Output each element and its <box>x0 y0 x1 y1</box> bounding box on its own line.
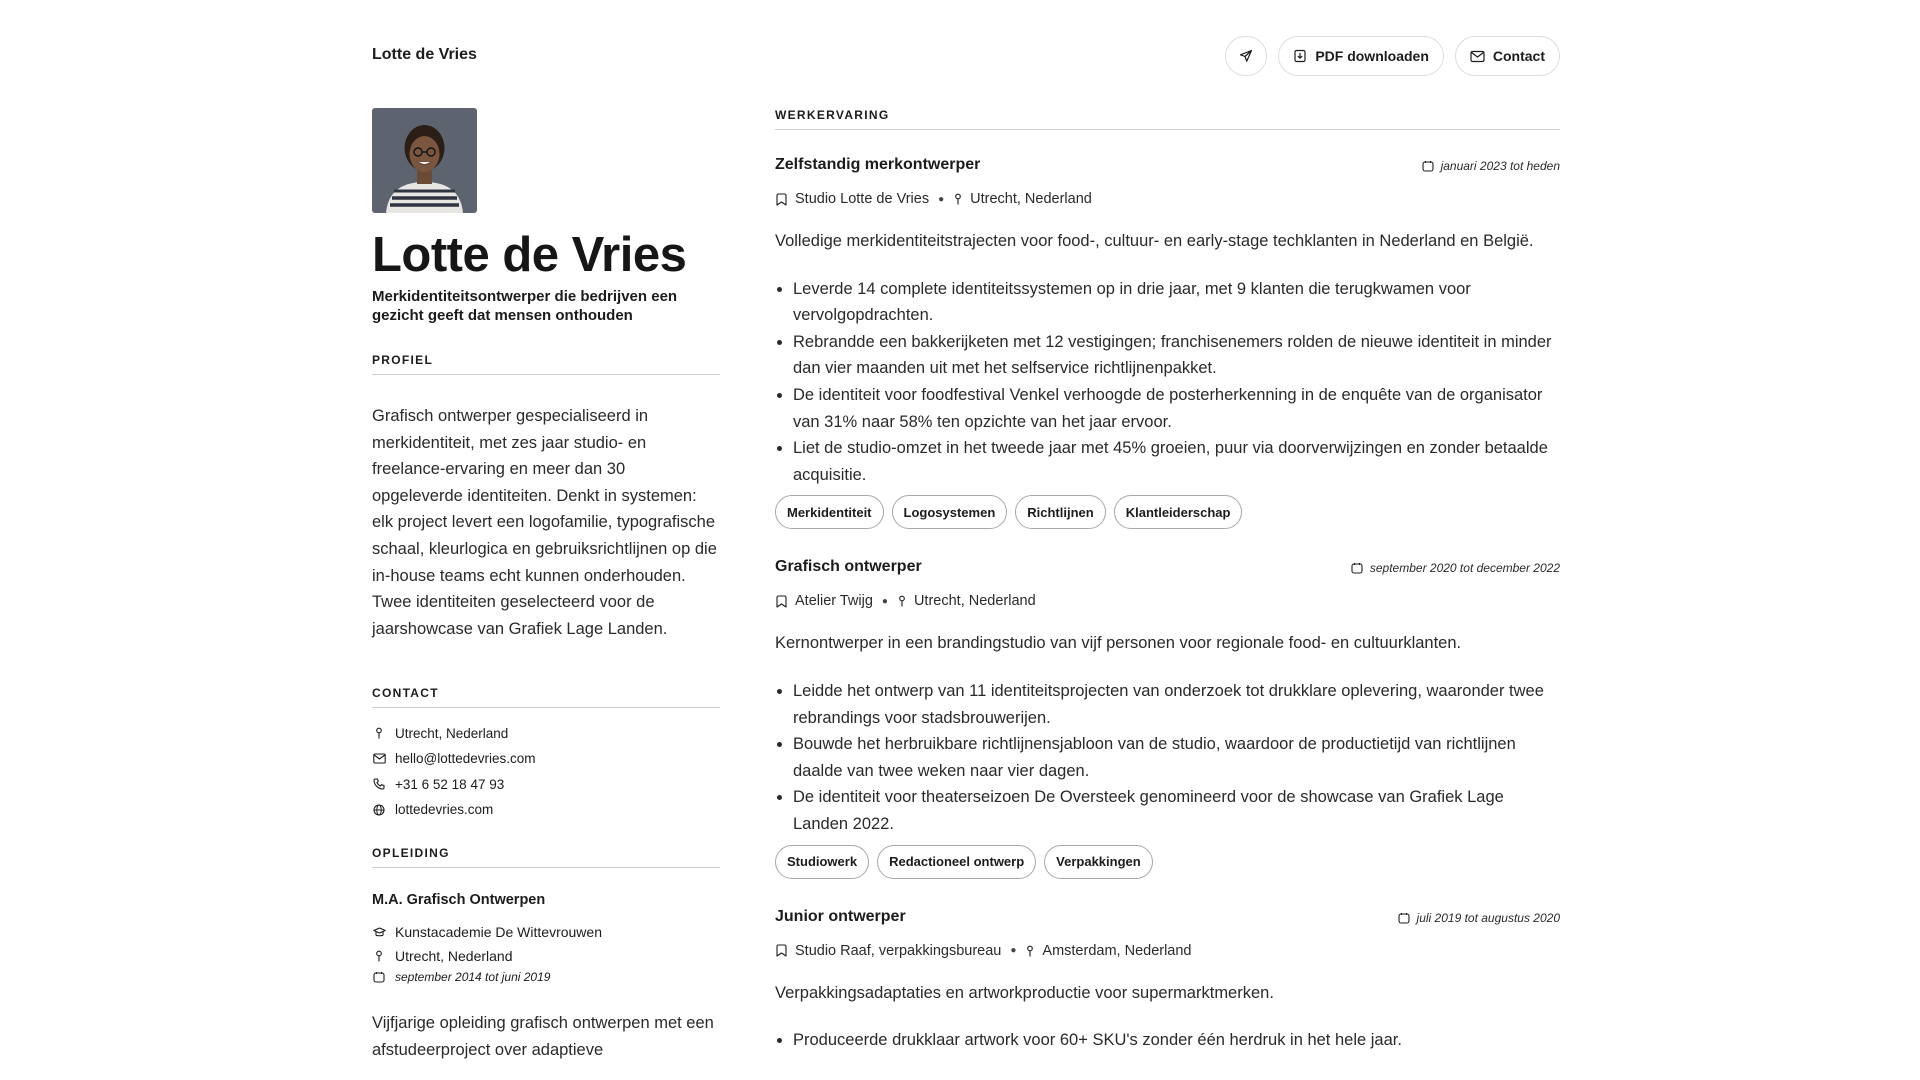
pdf-download-button[interactable] <box>1278 36 1444 76</box>
job-dates-text: september 2020 tot december 2022 <box>1369 561 1560 576</box>
send-icon <box>1239 49 1253 63</box>
skill-tag: Redactioneel ontwerp <box>877 845 1036 879</box>
contact-location-text: Utrecht, Nederland <box>395 725 509 741</box>
contact-list <box>372 720 720 822</box>
job-company: Studio Lotte de Vries <box>795 191 930 207</box>
job-summary: Verpakkingsadaptaties en artworkproductie voor supermarktmerken. <box>775 983 1274 1002</box>
separator-dot: ● <box>881 595 888 607</box>
profile-name: Lotte de Vries <box>372 228 687 282</box>
job-company: Atelier Twijg <box>795 593 873 610</box>
achievement-item: • Rebrandde een bakkerijketen met 12 vestigingen; franchisenemers rolden de nieuwe identiteit in minder dan vier maanden uit met het selfservice richtlijnenpakket. <box>793 329 1560 382</box>
contact-phone[interactable] <box>372 771 720 797</box>
brand-name[interactable]: Lotte de Vries <box>372 46 477 63</box>
mail-icon <box>1470 50 1485 63</box>
job-achievements <box>775 276 1560 489</box>
job-dates <box>1422 159 1560 173</box>
phone-icon <box>372 778 386 790</box>
contact-website-text[interactable]: lottedevries.com <box>395 802 494 818</box>
graduation-cap-icon <box>372 927 386 938</box>
job-location: Utrecht, Nederland <box>913 593 1036 610</box>
skill-tag: Logosystemen <box>892 495 1008 529</box>
achievement-item: • De identiteit voor theaterseizoen De Oversteek genomineerd voor de showcase van Grafiek Lage Landen 2022. <box>793 784 1560 837</box>
job-dates-text: juli 2019 tot augustus 2020 <box>1416 910 1560 925</box>
education-location <box>372 944 720 968</box>
achievement-item: • Leverde 14 complete identiteitssystemen op in drie jaar, met 9 klanten die terugkwamen voor vervolgopdrachten. <box>793 276 1560 329</box>
calendar-icon <box>1351 562 1363 574</box>
separator-dot: ● <box>1010 945 1017 956</box>
education-school-text: Kunstacademie De Wittevrouwen <box>395 924 602 941</box>
job-meta <box>775 943 1560 959</box>
map-pin-icon <box>1025 945 1035 957</box>
job-entry <box>775 558 1560 878</box>
job-location: Utrecht, Nederland <box>970 191 1092 207</box>
skill-tag: Klantleiderschap <box>1114 495 1243 529</box>
education-school <box>372 920 720 944</box>
skill-tag: Studiowerk <box>775 845 869 879</box>
top-bar <box>372 36 1560 76</box>
job-title: Grafisch ontwerper <box>775 558 922 576</box>
achievement-item: • Leidde het ontwerp van 11 identiteitsprojecten van onderzoek tot drukklare oplevering, waaronder twee rebrandings voor stadsbrouwerijen. <box>793 678 1560 731</box>
contact-website[interactable] <box>372 797 720 823</box>
profile-tagline: Merkidentiteitsontwerper die bedrijven een gezicht geeft dat mensen onthouden <box>372 288 678 324</box>
job-location: Amsterdam, Nederland <box>1042 942 1192 959</box>
contact-location <box>372 720 720 746</box>
skill-tags <box>775 495 1560 529</box>
achievement-item: • Produceerde drukklaar artwork voor 60+ SKU's zonder één herdruk in het hele jaar. <box>793 1027 1560 1054</box>
achievement-item: • De identiteit voor foodfestival Venkel verhoogde de posterherkenning in de enquête van de organisator van 31% naar 58% ten opzichte van het jaar ervoor. <box>793 382 1560 435</box>
pdf-download-label: PDF downloaden <box>1315 48 1429 64</box>
skill-tags <box>775 845 1560 879</box>
contact-label: Contact <box>1492 48 1545 64</box>
map-pin-icon <box>372 950 386 962</box>
contact-email-text[interactable]: hello@lottedevries.com <box>395 751 536 767</box>
job-dates-text: januari 2023 tot heden <box>1440 159 1560 173</box>
profile-text: Grafisch ontwerper gespecialiseerd in merkidentiteit, met zes jaar studio- en freelance-ervaring en meer dan 30 opgeleverde identiteiten. Denkt in systemen: elk project levert een logofamilie, typografische schaal, kleurlogica en gebruiksrichtlijnen op die in-house teams echt kunnen onderhouden. Twee identiteiten geselecteerd voor de jaarshowcase van Grafiek Lage Landen. <box>372 407 717 638</box>
achievement-item: • Liet de studio-omzet in het tweede jaar met 45% groeien, puur via doorverwijzingen en zonder betaalde acquisitie. <box>793 435 1560 488</box>
building-icon <box>775 595 788 608</box>
experience-heading: WERKERVARING <box>775 108 1560 130</box>
profile-heading: PROFIEL <box>372 353 720 375</box>
main-content <box>775 108 1560 1054</box>
avatar <box>372 108 477 213</box>
mail-icon <box>372 753 386 764</box>
education-dates <box>372 968 720 986</box>
globe-icon <box>372 804 386 816</box>
contact-phone-text[interactable]: +31 6 52 18 47 93 <box>395 776 505 792</box>
job-achievements <box>775 678 1560 838</box>
contact-button[interactable] <box>1455 36 1560 76</box>
header-actions <box>1225 36 1560 76</box>
education-location-text: Utrecht, Nederland <box>395 948 513 965</box>
map-pin-icon <box>953 193 963 205</box>
calendar-icon <box>1398 912 1410 924</box>
job-entry <box>775 908 1560 1054</box>
job-achievements <box>775 1027 1560 1054</box>
education-meta <box>372 920 720 986</box>
education-degree: M.A. Grafisch Ontwerpen <box>372 892 546 909</box>
job-company: Studio Raaf, verpakkingsbureau <box>795 942 1002 959</box>
job-dates <box>1351 561 1560 575</box>
job-dates <box>1398 911 1560 925</box>
job-summary: Kernontwerper in een brandingstudio van vijf personen voor regionale food- en cultuurklanten. <box>775 634 1462 653</box>
share-button[interactable] <box>1225 36 1267 76</box>
contact-heading: CONTACT <box>372 686 720 708</box>
skill-tag: Merkidentiteit <box>775 495 884 529</box>
job-entry <box>775 156 1560 529</box>
building-icon <box>775 193 788 206</box>
calendar-icon <box>1422 160 1434 172</box>
calendar-icon <box>372 971 386 983</box>
skill-tag: Richtlijnen <box>1015 495 1105 529</box>
job-meta <box>775 593 1560 609</box>
map-pin-icon <box>897 595 907 607</box>
building-icon <box>775 944 788 957</box>
contact-email[interactable] <box>372 746 720 772</box>
achievement-item: • Bouwde het herbruikbare richtlijnensjabloon van de studio, waardoor de productietijd van richtlijnen daalde van twee weken naar vier dagen. <box>793 731 1560 784</box>
job-meta <box>775 191 1560 207</box>
education-description: Vijfjarige opleiding grafisch ontwerpen met een afstudeerproject over adaptieve <box>372 1014 714 1059</box>
education-dates-text: september 2014 tot juni 2019 <box>395 970 551 985</box>
file-download-icon <box>1293 49 1307 63</box>
education-heading: OPLEIDING <box>372 846 720 868</box>
map-pin-icon <box>372 727 386 739</box>
job-title: Junior ontwerper <box>775 907 906 925</box>
sidebar <box>372 108 720 1064</box>
skill-tag: Verpakkingen <box>1044 845 1153 879</box>
separator-dot: ● <box>938 193 945 205</box>
job-title: Zelfstandig merkontwerper <box>775 156 981 173</box>
job-summary: Volledige merkidentiteitstrajecten voor food-, cultuur- en early-stage techklanten in Nederland en België. <box>775 232 1534 250</box>
